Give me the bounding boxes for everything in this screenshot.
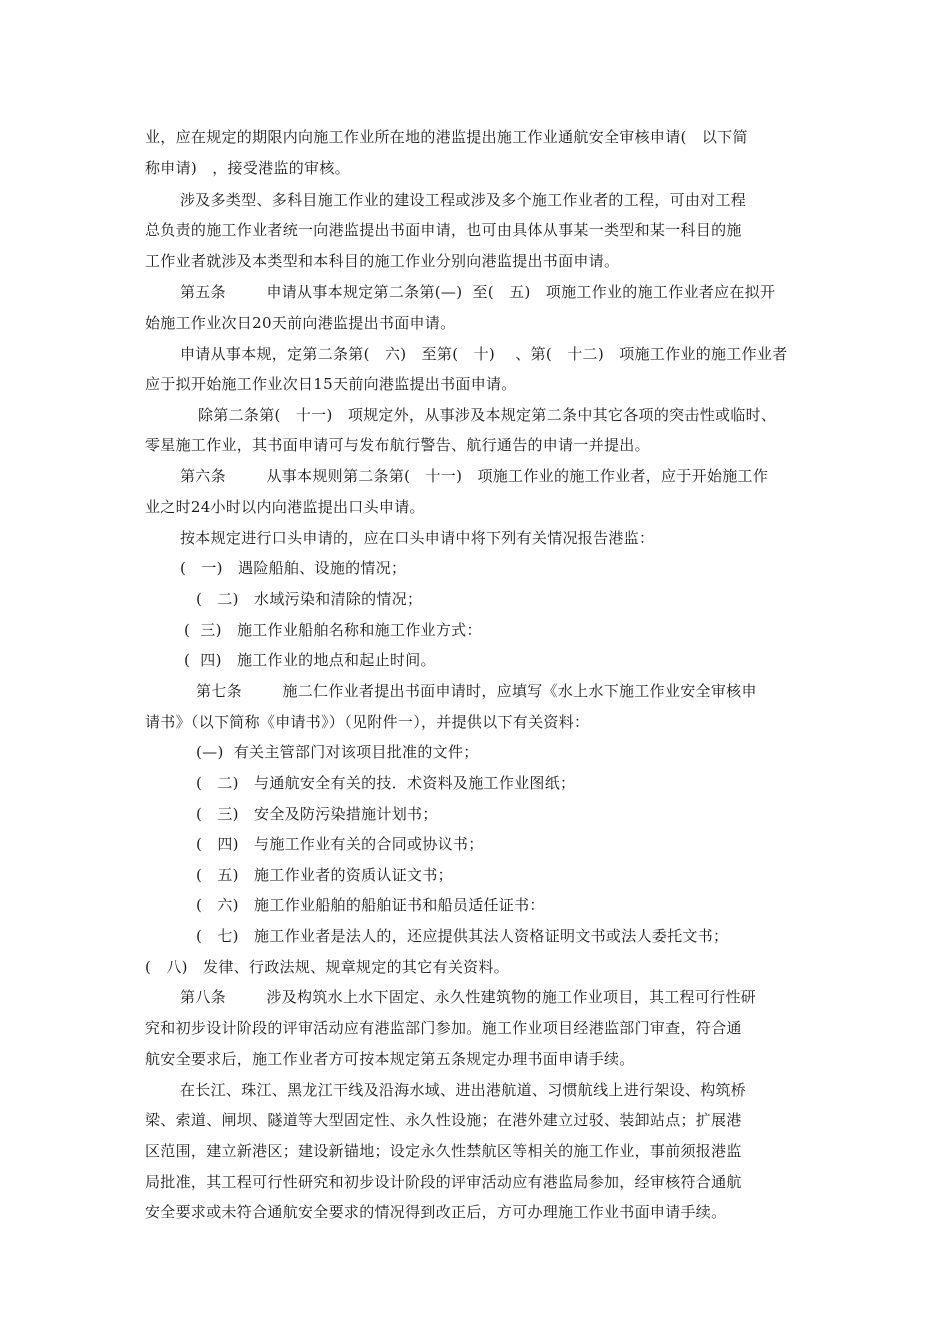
list-item: ( 三) 安全及防污染措施计划书； (196, 805, 438, 823)
text-line: 申请从事本规，定第二条第( 六) 至第( 十) 、第( 十二) 项施工作业的施工作业者 (180, 345, 788, 363)
text-line: 业之时24小时以内向港监提出口头申请。 (145, 498, 425, 516)
text-line: 第六条 从事本规则第二条第( 十一) 项施工作业的施工作业者，应于开始施工作 (180, 467, 769, 485)
text-line: 始施工作业次日20天前向港监提出书面申请。 (145, 314, 456, 332)
text-line: 除第二条第( 十一) 项规定外，从事涉及本规定第二条中其它各项的突击性或临时、 (198, 406, 777, 424)
list-item: ( 八) 发律、行政法规、规章规定的其它有关资料。 (145, 958, 510, 976)
text-line: 航安全要求后，施工作业者方可按本规定第五条规定办理书面申请手续。 (145, 1050, 635, 1068)
list-item: (—) 有关主管部门对该项目批准的文件； (196, 743, 479, 761)
text-line: 究和初步设计阶段的评审活动应有港监部门参加。施工作业项目经港监部门审查，符合通 (145, 1019, 742, 1037)
list-item: ( 二) 与通航安全有关的技．术资料及施工作业图纸； (196, 774, 576, 792)
list-item: ( 六) 施工作业船舶的船舶证书和船员适任证书： (196, 896, 545, 914)
text-line: 请书》（以下简称《申请书》）（见附件一），并提供以下有关资料： (145, 713, 590, 731)
text-line: 局批准，其工程可行性研究和初步设计阶段的评审活动应有港监局参加，经审核符合通航 (145, 1173, 742, 1191)
text-line: 总负责的施工作业者统一向港监提出书面申请，也可由具体从事某一类型和某一科目的施 (145, 221, 742, 239)
list-item: ( 四) 施工作业的地点和起止时间。 (184, 651, 436, 669)
text-line: 涉及多类型、多科目施工作业的建设工程或涉及多个施工作业者的工程，可由对工程 (180, 191, 747, 209)
list-item: ( 三) 施工作业船舶名称和施工作业方式： (184, 621, 482, 639)
list-item: ( 七) 施工作业者是法人的，还应提供其法人资格证明文书或法人委托文书； (196, 927, 729, 945)
text-line: 应于拟开始施工作业次日15天前向港监提出书面申请。 (145, 375, 517, 393)
text-line: 零星施工作业，其书面申请可与发布航行警告、航行通告的申请一并提出。 (145, 436, 650, 454)
list-item: ( 二) 水域污染和清除的情况； (196, 590, 423, 608)
text-line: 工作业者就涉及本类型和本科目的施工作业分别向港监提出书面申请。 (145, 252, 620, 270)
text-line: 称申请) ，接受港监的审核。 (145, 159, 350, 177)
text-line: 安全要求或未符合通航安全要求的情况得到改正后，方可办理施工作业书面申请手续。 (145, 1203, 727, 1221)
list-item: ( 五) 施工作业者的资质认证文书； (196, 866, 453, 884)
list-item: ( 四) 与施工作业有关的合同或协议书； (196, 835, 484, 853)
text-line: 第五条 申请从事本规定第二条第(—) 至( 五) 项施工作业的施工作业者应在拟开 (180, 283, 776, 301)
text-line: 第八条 涉及构筑水上水下固定、永久性建筑物的施工作业项目，其工程可行性研 (180, 988, 757, 1006)
text-line: 第七条 施二仁作业者提出书面申请时，应填写《水上水下施工作业安全审核申 (196, 682, 757, 700)
list-item: ( 一) 遇险船舶、设施的情况； (180, 559, 407, 577)
text-line: 按本规定进行口头申请的，应在口头申请中将下列有关情况报告港监： (180, 529, 655, 547)
text-line: 业，应在规定的期限内向施工作业所在地的港监提出施工作业通航安全审核申请( 以下简 (145, 128, 748, 146)
text-line: 梁、索道、闸坝、隧道等大型固定性、永久性设施；在港外建立过驳、装卸站点；扩展港 (145, 1111, 742, 1129)
text-line: 在长江、珠江、黑龙江干线及沿海水域、进出港航道、习惯航线上进行架设、构筑桥 (180, 1081, 747, 1099)
text-line: 区范围，建立新港区；建设新锚地；设定永久性禁航区等相关的施工作业，事前须报港监 (145, 1142, 742, 1160)
